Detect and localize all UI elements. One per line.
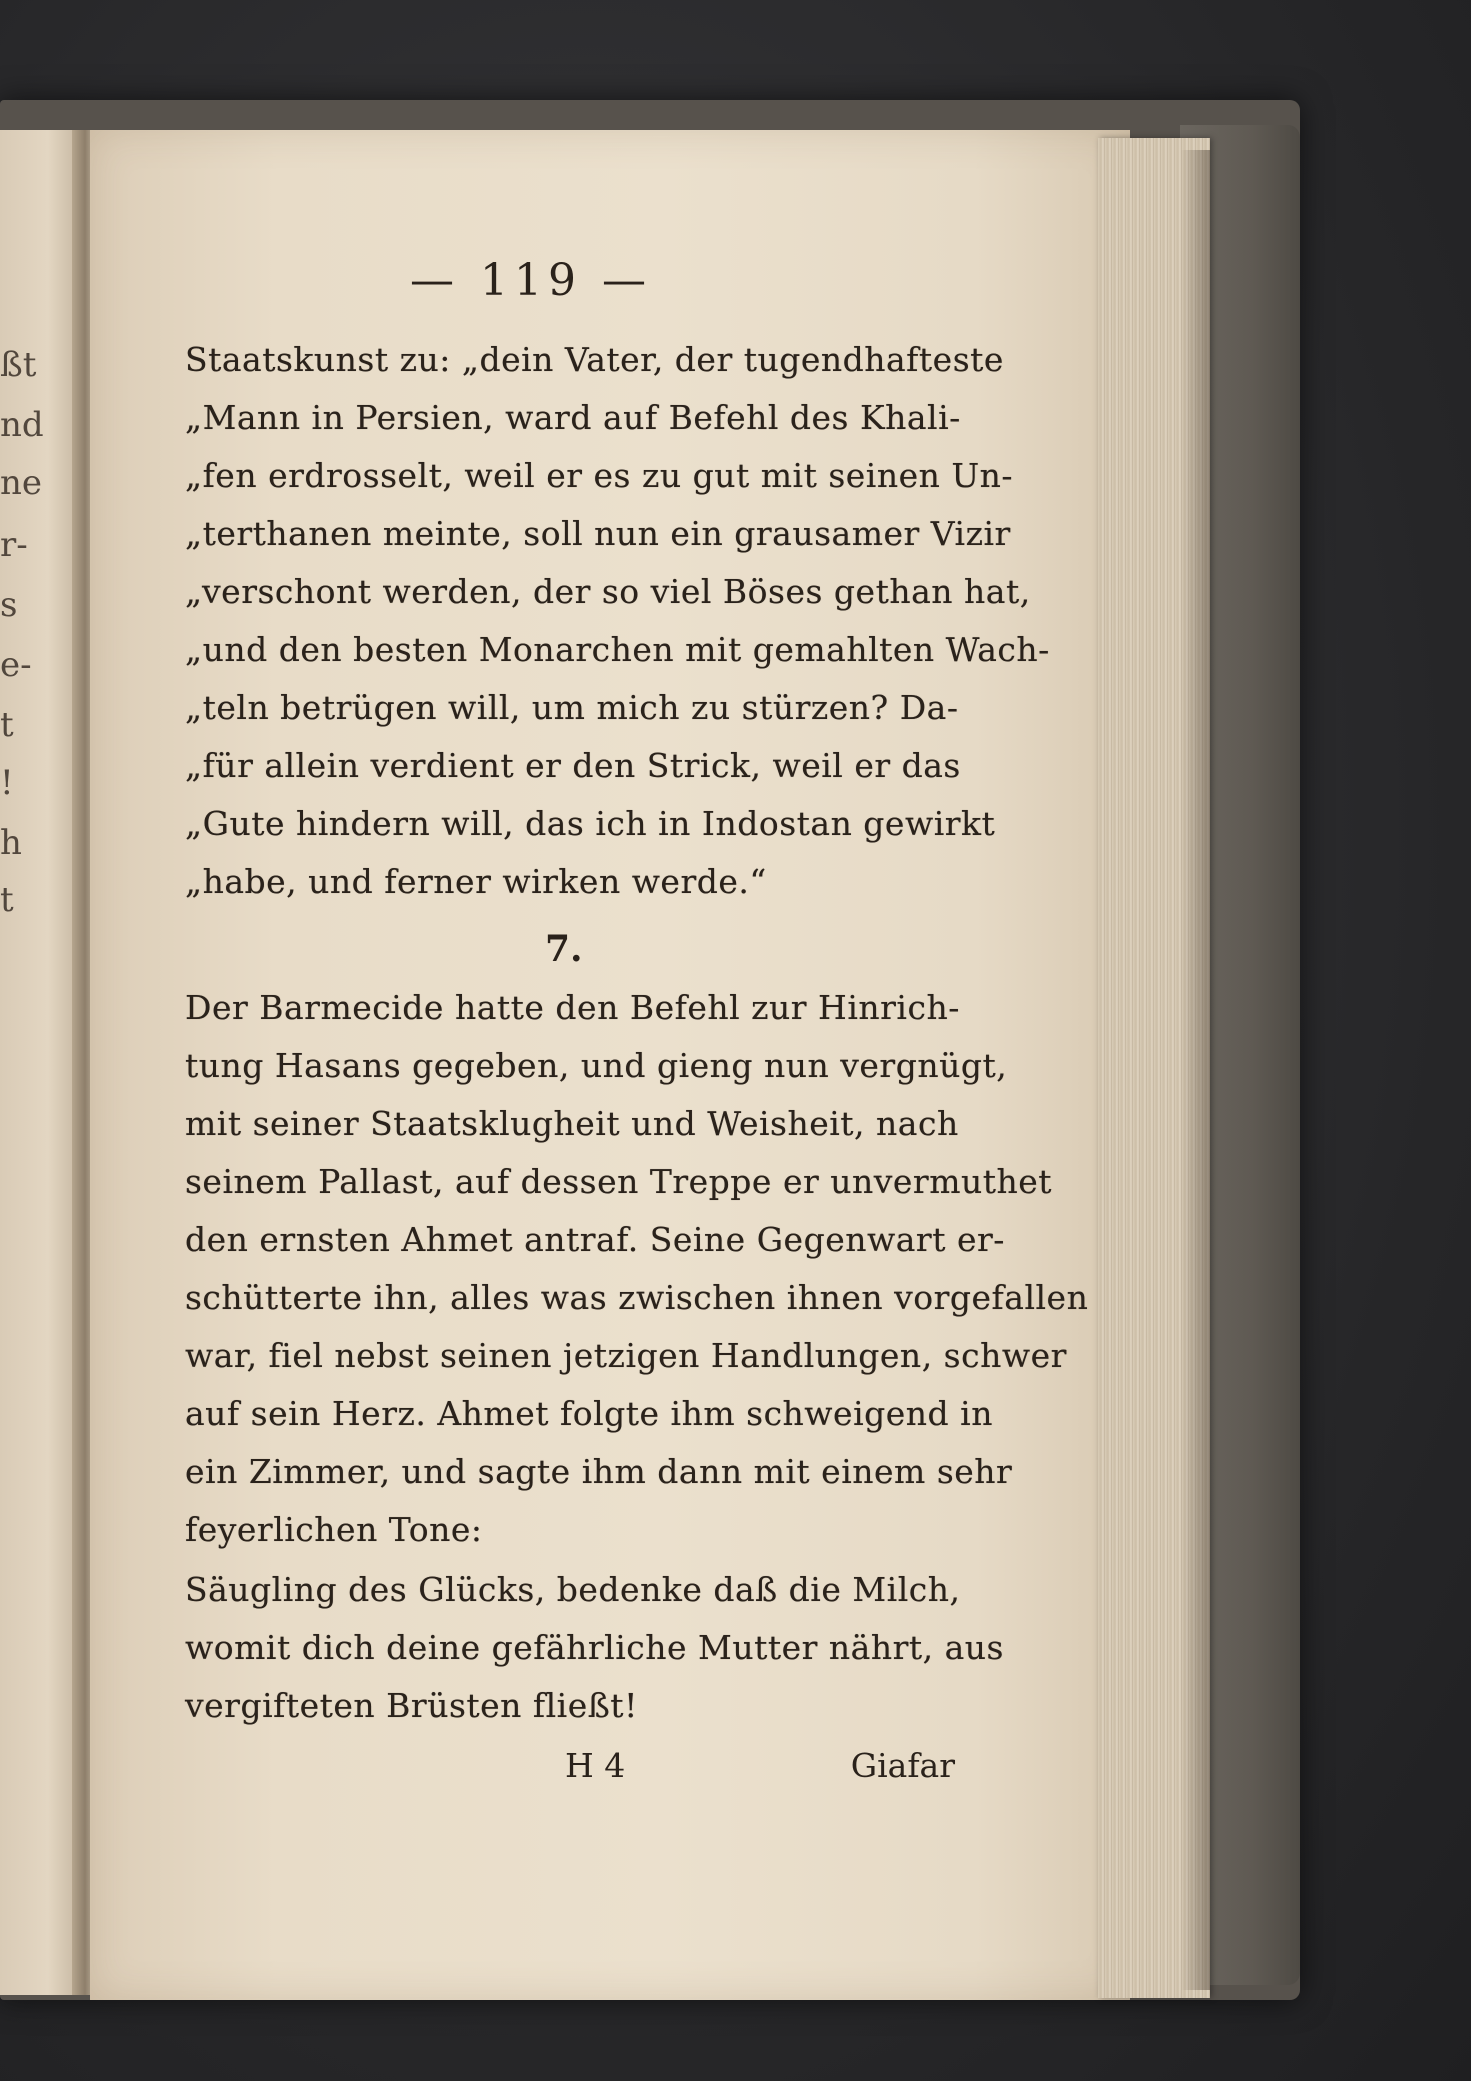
text-line: „terthanen meinte, soll nun ein grausamer Vizir xyxy=(185,514,1011,553)
page-number: — 119 — xyxy=(410,255,652,306)
section-number: 7. xyxy=(545,928,583,970)
facing-page-fragment: t xyxy=(0,705,14,745)
text-line: war, fiel nebst seinen jetzigen Handlungen, schwer xyxy=(185,1336,1067,1375)
text-line: tung Hasans gegeben, und gieng nun vergnügt, xyxy=(185,1046,1008,1085)
text-line: auf sein Herz. Ahmet folgte ihm schweigend in xyxy=(185,1394,993,1433)
text-line: „teln betrügen will, um mich zu stürzen? Da- xyxy=(185,688,959,727)
facing-page-fragment: e- xyxy=(0,645,32,685)
text-line: „verschont werden, der so viel Böses gethan hat, xyxy=(185,572,1031,611)
text-line: schütterte ihn, alles was zwischen ihnen vorgefallen xyxy=(185,1278,1089,1317)
page-block-shadow xyxy=(1180,150,1210,1990)
text-line: „für allein verdient er den Strick, weil er das xyxy=(185,746,961,785)
facing-page-fragment: ! xyxy=(0,763,14,803)
text-line: den ernsten Ahmet antraf. Seine Gegenwart er- xyxy=(185,1220,1005,1259)
text-line: Säugling des Glücks, bedenke daß die Milch, xyxy=(185,1570,961,1609)
catchword: Giafar xyxy=(850,1746,955,1785)
text-line: mit seiner Staatsklugheit und Weisheit, nach xyxy=(185,1104,959,1143)
text-line: „habe, und ferner wirken werde.“ xyxy=(185,862,767,901)
facing-page-fragment: r- xyxy=(0,525,28,565)
text-line: Der Barmecide hatte den Befehl zur Hinrich- xyxy=(185,988,960,1027)
text-line: vergifteten Brüsten fließt! xyxy=(185,1686,638,1725)
text-line: feyerlichen Tone: xyxy=(185,1510,483,1549)
facing-page-fragment: h xyxy=(0,823,22,863)
facing-page-fragment: t xyxy=(0,880,14,920)
facing-page xyxy=(0,130,80,1995)
text-line: seinem Pallast, auf dessen Treppe er unvermuthet xyxy=(185,1162,1053,1201)
text-line: „Mann in Persien, ward auf Befehl des Khali- xyxy=(185,398,961,437)
facing-page-fragment: ßt xyxy=(0,345,37,385)
facing-page-fragment: s xyxy=(0,585,18,625)
facing-page-fragment: nd xyxy=(0,405,44,445)
facing-page-fragment: ne xyxy=(0,463,43,503)
signature-mark: H 4 xyxy=(565,1746,626,1785)
text-line: womit dich deine gefährliche Mutter nährt, aus xyxy=(185,1628,1004,1667)
text-line: „fen erdrosselt, weil er es zu gut mit seinen Un- xyxy=(185,456,1014,495)
text-line: „Gute hindern will, das ich in Indostan gewirkt xyxy=(185,804,996,843)
text-line: „und den besten Monarchen mit gemahlten Wach- xyxy=(185,630,1050,669)
text-line: Staatskunst zu: „dein Vater, der tugendhafteste xyxy=(185,340,1004,379)
text-line: ein Zimmer, und sagte ihm dann mit einem sehr xyxy=(185,1452,1013,1491)
